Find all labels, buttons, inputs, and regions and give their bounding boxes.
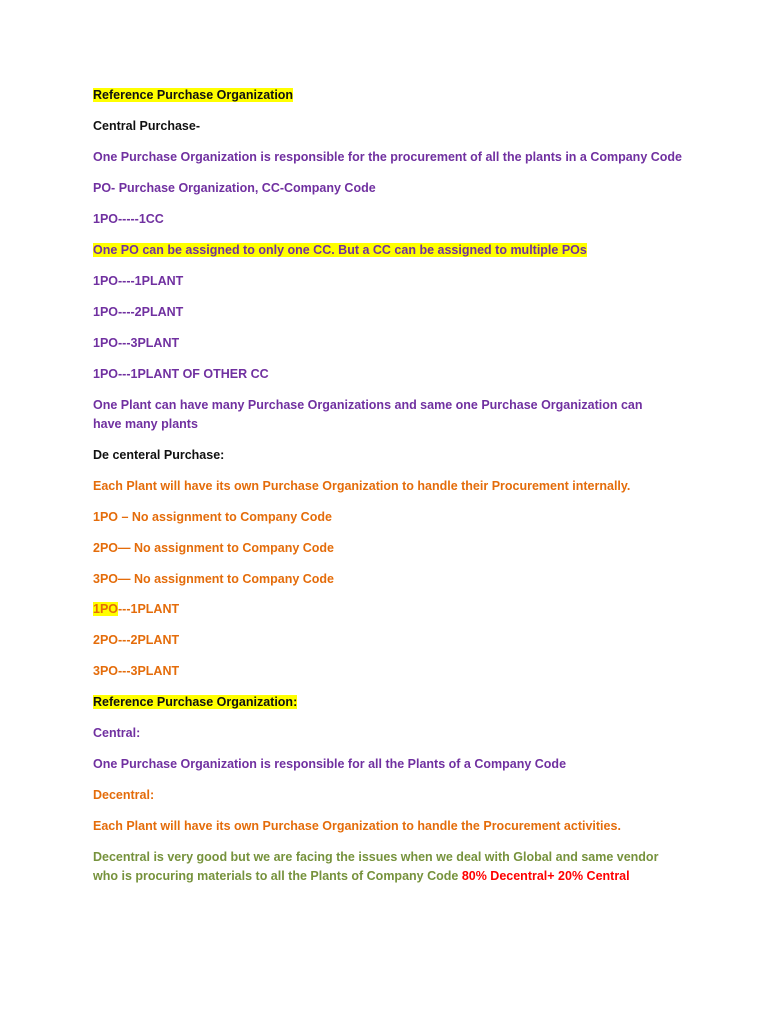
po-plant-decentral-1-rest: ---1PLANT: [118, 602, 180, 616]
po-plant-other-cc: 1PO---1PLANT OF OTHER CC: [93, 367, 269, 381]
decentral-purchase-heading: De centeral Purchase:: [93, 448, 225, 462]
highlighted-text: Reference Purchase Organization: [93, 88, 294, 102]
po-cc-ratio: 1PO-----1CC: [93, 212, 164, 226]
central-description: One Purchase Organization is responsible for the procurement of all the plants in a Company Code: [93, 150, 682, 164]
central-summary: One Purchase Organization is responsible for all the Plants of a Company Code: [93, 757, 567, 771]
decentral-description: Each Plant will have its own Purchase Organization to handle their Procurement internally.: [93, 479, 631, 493]
po-cc-definition: PO- Purchase Organization, CC-Company Code: [93, 181, 376, 195]
no-assignment-1: 1PO – No assignment to Company Code: [93, 510, 332, 524]
central-purchase-heading: Central Purchase-: [93, 119, 200, 133]
highlighted-text: Reference Purchase Organization:: [93, 695, 298, 709]
conclusion-text: Decentral is very good but we are facing the issues when we deal with Global and same vendor who is procuring materials to all the Plants of Company Code: [93, 850, 659, 883]
no-assignment-2: 2PO— No assignment to Company Code: [93, 541, 335, 555]
highlighted-text: One PO can be assigned to only one CC. But a CC can be assigned to multiple POs: [93, 243, 587, 257]
conclusion-ratio: 80% Decentral+ 20% Central: [461, 869, 630, 883]
po-plant-mapping-1: 1PO----1PLANT: [93, 274, 184, 288]
many-plants-paragraph: One Plant can have many Purchase Organizations and same one Purchase Organization can have many plants: [93, 398, 643, 431]
decentral-label: Decentral:: [93, 788, 155, 802]
conclusion-paragraph: [93, 848, 668, 886]
heading-reference-purchase-organization-2: [93, 693, 297, 712]
po-plant-mapping-3: 1PO---3PLANT: [93, 336, 180, 350]
po-plant-decentral-2: 2PO---2PLANT: [93, 633, 180, 647]
po-plant-decentral-1: [93, 600, 179, 619]
central-label: Central:: [93, 726, 141, 740]
po-plant-decentral-3: 3PO---3PLANT: [93, 664, 180, 678]
decentral-summary: Each Plant will have its own Purchase Organization to handle the Procurement activities.: [93, 819, 621, 833]
po-plant-mapping-2: 1PO----2PLANT: [93, 305, 184, 319]
no-assignment-3: 3PO— No assignment to Company Code: [93, 572, 335, 586]
assignment-note: [93, 241, 587, 260]
highlighted-text: 1PO: [93, 602, 119, 616]
heading-reference-purchase-organization: [93, 86, 293, 105]
